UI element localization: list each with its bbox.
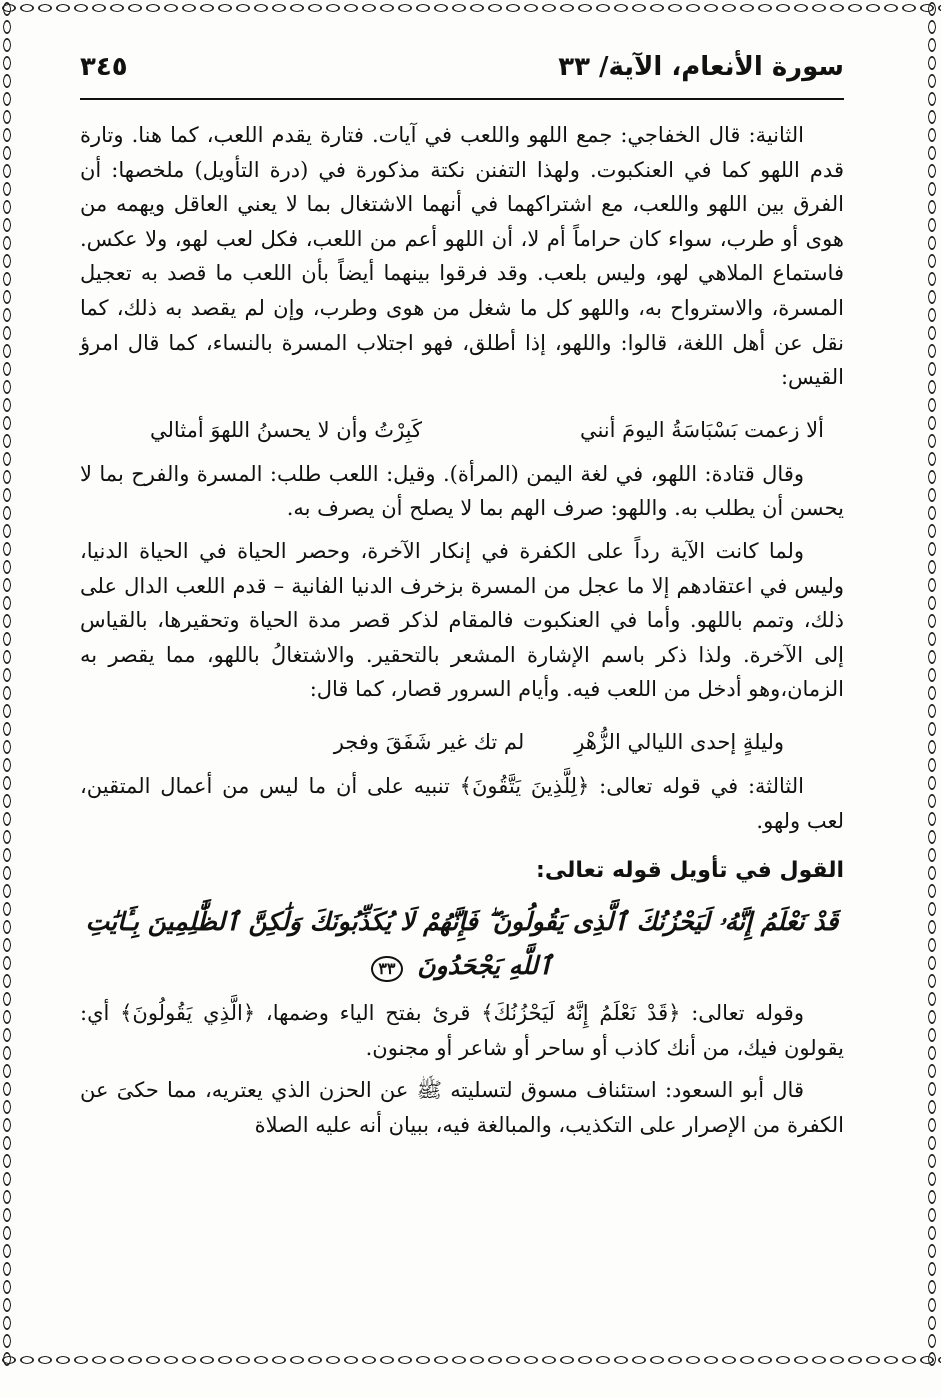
paragraph-abu-alsuud: قال أبو السعود: استئناف مسوق لتسليته ﷺ عن الحزن الذي يعتريه، مما حكىَ عن الكفرة من الإصرار على التكذيب، والمبالغة فيه، ببيان أنه عليه الصلاة — [80, 1078, 844, 1137]
section-heading: القول في تأويل قوله تعالى: — [536, 858, 844, 884]
page-content — [80, 52, 844, 1142]
verse-2-second-hemistich: لم تك غير شَفَقَ وفجر — [333, 729, 525, 754]
poem-verse-2 — [150, 725, 784, 759]
ornamental-border-top — [0, 0, 941, 16]
running-title: سورة الأنعام، الآية/ ٣٣ — [558, 52, 844, 82]
ornamental-border-right — [925, 0, 941, 1368]
page-header — [80, 52, 844, 100]
verse-number-badge: ٣٣ — [371, 956, 402, 982]
paragraph-second-point: الثانية: قال الخفاجي: جمع اللهو واللعب في آيات. فتارة يقدم اللعب، كما هنا. وتارة قدم اللهو كما في العنكبوت. ولهذا التفنن نكتة مذكورة في (درة التأويل) ملخصها: أن الفرق بين اللهو واللعب، مع اشتراكهما في أنهما الاشتغال بما لا يعني العاقل ويهمه من هوى أو طرب، سواء كان حراماً أم لا، أن اللهو أعم من اللعب، فكل لعب لهو، ولا عكس. فاستماع الملاهي لهو، وليس بلعب. وقد فرقوا بينهما أيضاً بأن اللعب ما قصد به تعجيل المسرة، والاسترواح به، واللهو كل ما شغل من هوى وطرب، وإن لم يقصد به ذلك، كما نقل عن أهل اللغة، قالوا: واللهو، إذا أطلق، فهو اجتلاب المسرة بالنساء، كما قال امرؤ القيس: — [80, 123, 844, 390]
ornamental-border-left — [0, 0, 16, 1368]
ornamental-border-bottom — [0, 1352, 941, 1368]
quran-verse — [80, 900, 844, 988]
paragraph-commentary: وقوله تعالى: ﴿قَدْ نَعْلَمُ إِنَّهُ لَيَحْزُنُكَ﴾ قرئ بفتح الياء وضمها، ﴿الَّذِي يَقُولُونَ﴾ أي: يقولون فيك، من أنك كاذب أو ساحر أو شاعر أو مجنون. — [80, 1001, 844, 1060]
paragraph-qatada: وقال قتادة: اللهو، في لغة اليمن (المرأة). وقيل: اللعب طلب: المسرة والفرح بما لا يحسن أن يطلب به. واللهو: صرف الهم بما لا يصلح أن يصرف به. — [80, 461, 844, 521]
verse-2-first-hemistich: وليلةٍ إحدى الليالي الزُّهْرِ — [574, 729, 784, 754]
page-number: ٣٤٥ — [80, 52, 128, 82]
quran-verse-text: قَدْ نَعْلَمُ إِنَّهُۥ لَيَحْزُنُكَ ٱلَّذِى يَقُولُونَ ۖ فَإِنَّهُمْ لَا يُكَذِّبُونَكَ وَلَٰكِنَّ ٱلظَّٰلِمِينَ بِـَٔايَٰتِ ٱللَّهِ يَجْحَدُونَ — [85, 907, 839, 981]
poem-verse-1 — [150, 413, 824, 447]
verse-1-second-hemistich: كَبِرْتُ وأن لا يحسنُ اللهوَ أمثالي — [150, 417, 422, 442]
paragraph-third-point: الثالثة: في قوله تعالى: ﴿لِلَّذِينَ يَتَّقُونَ﴾ تنبيه على أن ما ليس من أعمال المتقين، لعب ولهو. — [80, 773, 844, 833]
verse-1-first-hemistich: ألا زعمت بَسْبَاسَةُ اليومَ أنني — [579, 417, 824, 442]
paragraph-refutation: ولما كانت الآية رداً على الكفرة في إنكار الآخرة، وحصر الحياة في الحياة الدنيا، وليس في اعتقادهم إلا ما عجل من المسرة بزخرف الدنيا الفانية – قدم اللعب الدال على ذلك، وتمم باللهو. وأما في العنكبوت فالمقام لذكر قصر مدة الحياة وتحقيرها، بالقياس إلى الآخرة. ولذا ذكر باسم الإشارة المشعر بالتحقير. والاشتغالُ باللهو، مما يقصر به الزمان،وهو أدخل من اللعب فيه. وأيام السرور قصار، كما قال: — [80, 538, 844, 702]
